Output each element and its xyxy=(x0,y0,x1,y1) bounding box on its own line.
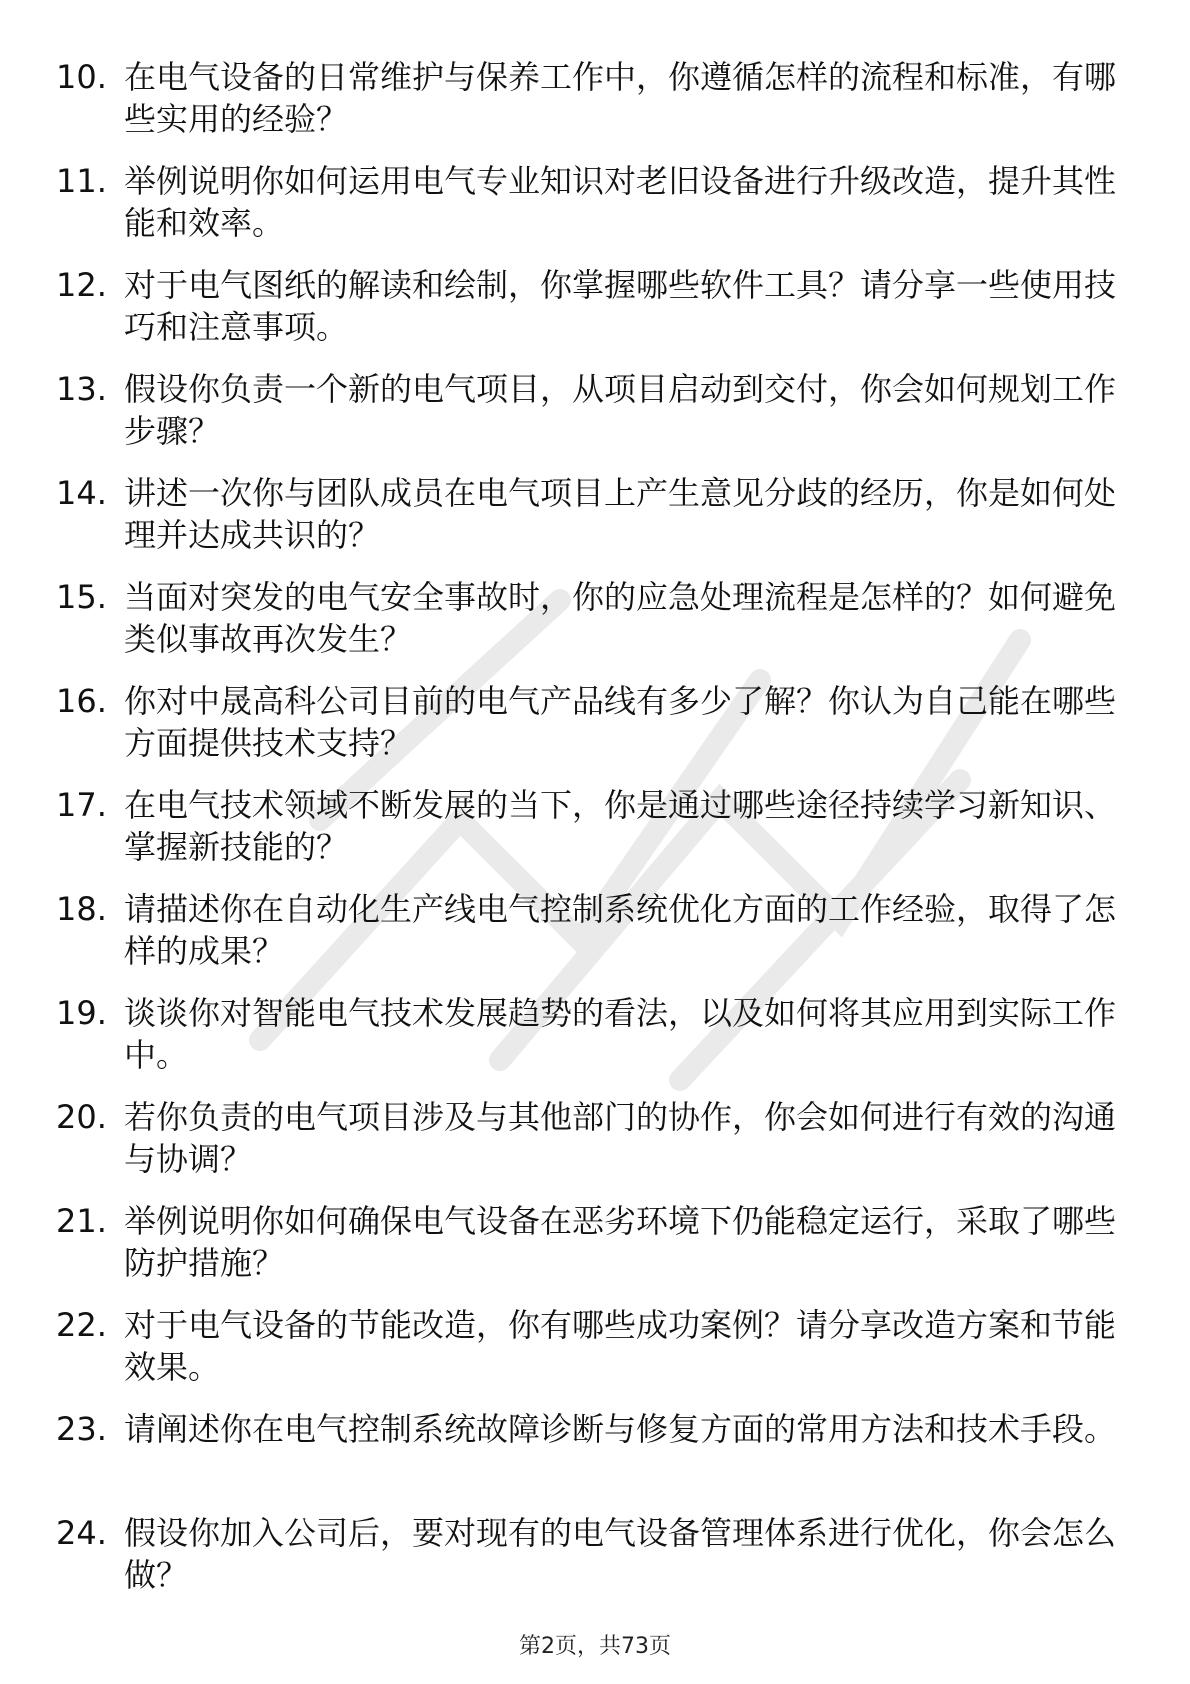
question-item xyxy=(56,680,1126,784)
question-text: 你对中晟高科公司目前的电气产品线有多少了解？你认为自己能在哪些方面提供技术支持？ xyxy=(124,682,1117,762)
question-number: 10. xyxy=(56,58,107,96)
question-text: 假设你加入公司后，要对现有的电气设备管理体系进行优化，你会怎么做？ xyxy=(124,1514,1117,1594)
question-text: 举例说明你如何确保电气设备在恶劣环境下仍能稳定运行，采取了哪些防护措施？ xyxy=(124,1202,1117,1282)
question-item xyxy=(56,56,1126,160)
question-text: 请阐述你在电气控制系统故障诊断与修复方面的常用方法和技术手段。 xyxy=(124,1410,1117,1448)
question-list xyxy=(56,56,1126,1616)
question-text: 假设你负责一个新的电气项目，从项目启动到交付，你会如何规划工作步骤？ xyxy=(124,370,1117,450)
question-item xyxy=(56,1200,1126,1304)
question-number: 11. xyxy=(56,162,107,200)
question-item xyxy=(56,368,1126,472)
question-number: 19. xyxy=(56,994,107,1032)
question-number: 23. xyxy=(56,1410,107,1448)
question-text: 举例说明你如何运用电气专业知识对老旧设备进行升级改造，提升其性能和效率。 xyxy=(124,162,1117,242)
question-number: 15. xyxy=(56,578,107,616)
question-text: 谈谈你对智能电气技术发展趋势的看法，以及如何将其应用到实际工作中。 xyxy=(124,994,1117,1074)
question-item xyxy=(56,888,1126,992)
question-number: 16. xyxy=(56,682,107,720)
question-number: 17. xyxy=(56,786,107,824)
question-text: 请描述你在自动化生产线电气控制系统优化方面的工作经验，取得了怎样的成果？ xyxy=(124,890,1117,970)
question-item xyxy=(56,784,1126,888)
question-number: 13. xyxy=(56,370,107,408)
question-item xyxy=(56,1096,1126,1200)
question-number: 22. xyxy=(56,1306,107,1344)
question-number: 20. xyxy=(56,1098,107,1136)
page-number-label: 第2页，共73页 xyxy=(519,1634,671,1659)
question-number: 12. xyxy=(56,266,107,304)
question-text: 在电气技术领域不断发展的当下，你是通过哪些途径持续学习新知识、掌握新技能的？ xyxy=(124,786,1117,866)
question-item xyxy=(56,576,1126,680)
question-item xyxy=(56,472,1126,576)
question-item xyxy=(56,264,1126,368)
question-text: 对于电气设备的节能改造，你有哪些成功案例？请分享改造方案和节能效果。 xyxy=(124,1306,1117,1386)
question-text: 在电气设备的日常维护与保养工作中，你遵循怎样的流程和标准，有哪些实用的经验？ xyxy=(124,58,1117,138)
question-number: 14. xyxy=(56,474,107,512)
question-item xyxy=(56,992,1126,1096)
question-item xyxy=(56,1408,1126,1512)
question-number: 21. xyxy=(56,1202,107,1240)
question-item xyxy=(56,1304,1126,1408)
question-text: 讲述一次你与团队成员在电气项目上产生意见分歧的经历，你是如何处理并达成共识的？ xyxy=(124,474,1117,554)
question-text: 若你负责的电气项目涉及与其他部门的协作，你会如何进行有效的沟通与协调？ xyxy=(124,1098,1117,1178)
question-text: 当面对突发的电气安全事故时，你的应急处理流程是怎样的？如何避免类似事故再次发生？ xyxy=(124,578,1117,658)
question-number: 18. xyxy=(56,890,107,928)
question-number: 24. xyxy=(56,1514,107,1552)
question-item xyxy=(56,1512,1126,1616)
question-text: 对于电气图纸的解读和绘制，你掌握哪些软件工具？请分享一些使用技巧和注意事项。 xyxy=(124,266,1117,346)
page-footer xyxy=(0,1633,1190,1661)
question-item xyxy=(56,160,1126,264)
